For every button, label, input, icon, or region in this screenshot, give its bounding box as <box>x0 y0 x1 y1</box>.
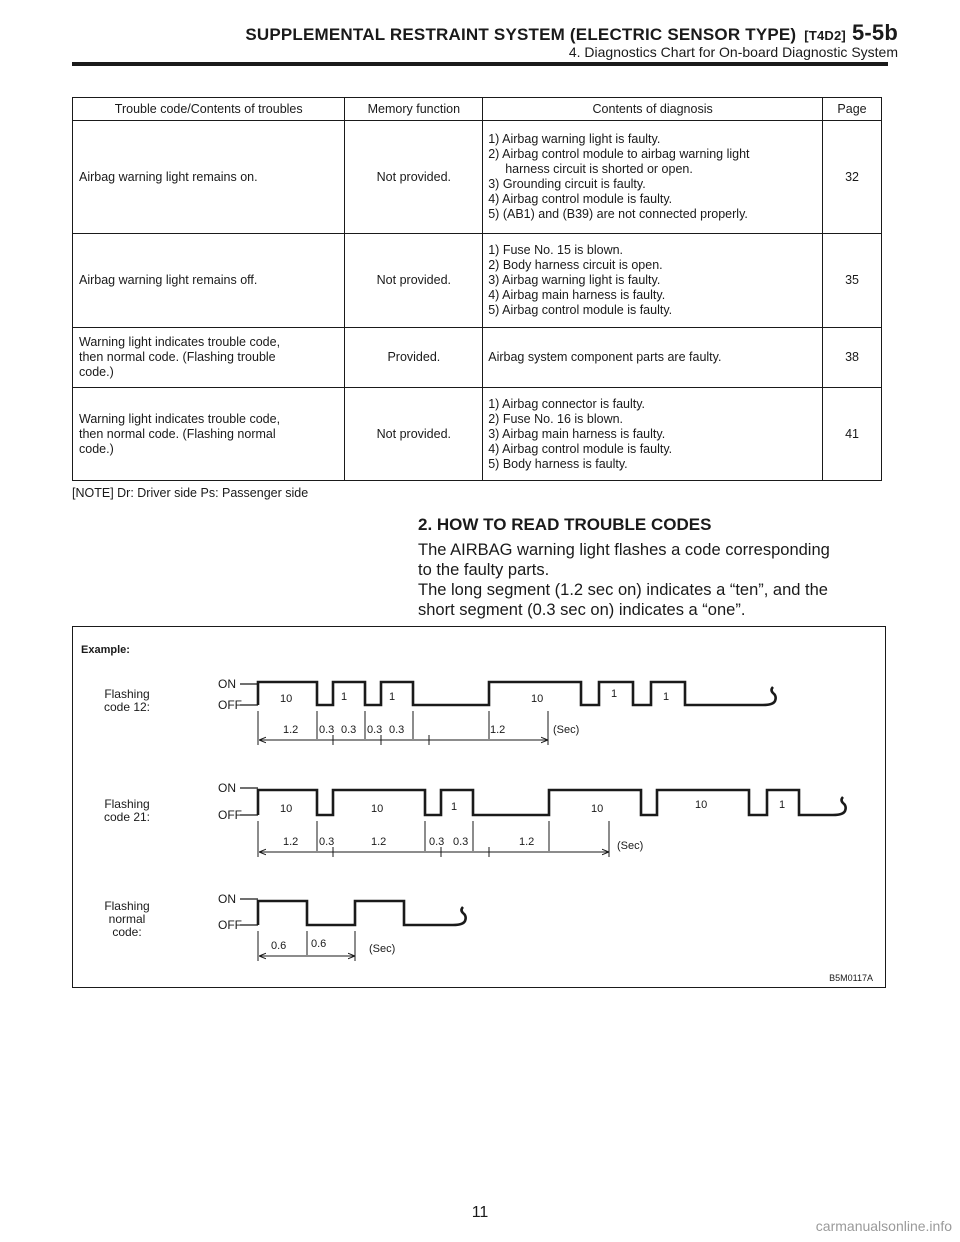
duration-label: 1.2 <box>283 724 299 736</box>
diagnosis-line: 1) Airbag connector is faulty. <box>488 396 646 411</box>
waveform-code-21 <box>104 781 846 857</box>
trouble-line: Warning light indicates trouble code, <box>79 335 281 349</box>
duration-label: 1.2 <box>371 836 387 848</box>
off-label: OFF <box>218 698 242 712</box>
diagnosis-line: 4) Airbag main harness is faulty. <box>488 288 666 302</box>
trouble-line: Warning light indicates trouble code, <box>79 411 281 426</box>
duration-label: 1.2 <box>283 836 299 848</box>
row-label: Flashing <box>104 797 150 811</box>
duration-label: 0.6 <box>311 938 327 950</box>
pulse-value: 10 <box>280 693 293 705</box>
trouble-line: code.) <box>79 441 114 456</box>
diagnosis-line: 4) Airbag control module is faulty. <box>488 441 673 456</box>
pulse-value: 10 <box>280 803 293 815</box>
duration-label: 1.2 <box>490 724 506 736</box>
row-label: code 21: <box>103 810 151 824</box>
pulse-value: 10 <box>591 803 604 815</box>
column-header: Trouble code/Contents of troubles <box>73 98 345 121</box>
diagnosis-line: 5) (AB1) and (B39) are not connected properly. <box>488 207 748 221</box>
memory-cell: Not provided. <box>345 234 483 328</box>
waveform-normal-code <box>104 892 465 961</box>
example-label: Example: <box>81 644 130 656</box>
diagnosis-line: harness circuit is shorted or open. <box>505 162 693 176</box>
trouble-line: code.) <box>79 365 114 379</box>
trouble-cell <box>73 328 345 388</box>
waveform-code-12 <box>104 677 776 745</box>
trouble-cell: Airbag warning light remains off. <box>73 234 345 328</box>
unit-label: (Sec) <box>617 840 644 852</box>
row-label: code: <box>112 925 142 939</box>
table-note: [NOTE] Dr: Driver side Ps: Passenger side <box>72 486 309 500</box>
trouble-cell <box>73 388 345 481</box>
table-row <box>73 328 882 388</box>
row-label: normal <box>108 912 146 926</box>
section-line: short segment (0.3 sec on) indicates a “one”. <box>418 601 746 619</box>
section-title: 2. HOW TO READ TROUBLE CODES <box>418 515 712 534</box>
row-label: Flashing <box>104 687 150 701</box>
duration-label: 0.3 <box>429 836 445 848</box>
memory-cell: Not provided. <box>345 121 483 234</box>
diagnosis-line: 4) Airbag control module is faulty. <box>488 192 673 206</box>
diagnosis-cell <box>483 121 823 234</box>
table-header-row <box>73 98 882 121</box>
diagnosis-line: 5) Body harness is faulty. <box>488 456 628 471</box>
diagnosis-line: 3) Airbag warning light is faulty. <box>488 273 661 287</box>
section-line: The AIRBAG warning light flashes a code corresponding <box>418 541 830 559</box>
diagnosis-line: 2) Airbag control module to airbag warning light <box>488 147 750 161</box>
diagnosis-line: 3) Airbag main harness is faulty. <box>488 426 666 441</box>
table-row <box>73 121 882 234</box>
memory-cell: Not provided. <box>345 388 483 481</box>
duration-label: 0.6 <box>271 940 287 952</box>
section-line: to the faulty parts. <box>418 561 550 579</box>
header-subtitle: 4. Diagnostics Chart for On-board Diagnostic System <box>568 44 898 60</box>
diagnosis-line: 2) Body harness circuit is open. <box>488 258 663 272</box>
on-label: ON <box>218 781 236 795</box>
column-header: Contents of diagnosis <box>483 98 823 121</box>
flash-code-diagram <box>73 627 885 987</box>
flash-code-figure <box>72 626 886 988</box>
pulse-value: 10 <box>531 693 544 705</box>
on-label: ON <box>218 892 236 906</box>
table-row <box>73 388 882 481</box>
diagnosis-line: 1) Fuse No. 15 is blown. <box>488 243 624 257</box>
trouble-line: then normal code. (Flashing trouble <box>79 350 276 364</box>
table-row <box>73 234 882 328</box>
pulse-value: 10 <box>695 799 708 811</box>
diagnostics-table <box>72 97 882 481</box>
figure-id: B5M0117A <box>829 973 873 983</box>
pulse-value: 1 <box>611 688 618 700</box>
pulse-value: 10 <box>371 803 384 815</box>
pulse-value: 1 <box>451 801 458 813</box>
row-label: code 12: <box>103 700 151 714</box>
section-line: The long segment (1.2 sec on) indicates a “ten”, and the <box>418 581 828 599</box>
pulse-value: 1 <box>389 691 396 703</box>
page-number: 11 <box>471 1204 489 1221</box>
header-rule <box>72 62 888 66</box>
pulse-value: 1 <box>779 799 786 811</box>
on-label: ON <box>218 677 236 691</box>
row-label: Flashing <box>104 899 150 913</box>
off-label: OFF <box>218 918 242 932</box>
unit-label: (Sec) <box>369 943 396 955</box>
header-code: [T4D2] <box>804 28 846 43</box>
pulse-signal <box>258 901 466 925</box>
page-cell: 38 <box>823 328 882 388</box>
duration-label: 0.3 <box>367 724 383 736</box>
duration-label: 0.3 <box>319 724 335 736</box>
duration-label: 0.3 <box>341 724 357 736</box>
diagnosis-line: Airbag system component parts are faulty. <box>488 350 722 364</box>
page-cell: 32 <box>823 121 882 234</box>
diagnosis-line: 1) Airbag warning light is faulty. <box>488 132 661 146</box>
off-label: OFF <box>218 808 242 822</box>
diagnosis-cell <box>483 388 823 481</box>
diagnosis-line: 2) Fuse No. 16 is blown. <box>488 411 624 426</box>
pulse-value: 1 <box>341 691 348 703</box>
duration-label: 0.3 <box>453 836 469 848</box>
duration-label: 0.3 <box>319 836 335 848</box>
pulse-signal <box>258 682 776 705</box>
header-title-text: SUPPLEMENTAL RESTRAINT SYSTEM (ELECTRIC SENSOR TYPE) <box>245 25 797 44</box>
column-header: Memory function <box>345 98 483 121</box>
page-cell: 35 <box>823 234 882 328</box>
diagnosis-cell <box>483 328 823 388</box>
watermark: carmanualsonline.info <box>815 1218 952 1234</box>
pulse-value: 1 <box>663 691 670 703</box>
trouble-line: then normal code. (Flashing normal <box>79 426 276 441</box>
unit-label: (Sec) <box>553 724 580 736</box>
column-header: Page <box>823 98 882 121</box>
page-cell: 41 <box>823 388 882 481</box>
header-page-id: 5-5b <box>851 20 898 45</box>
diagnosis-cell <box>483 234 823 328</box>
trouble-cell: Airbag warning light remains on. <box>73 121 345 234</box>
section-body <box>418 540 888 620</box>
pulse-signal <box>258 790 846 815</box>
duration-label: 1.2 <box>519 836 535 848</box>
memory-cell: Provided. <box>345 328 483 388</box>
diagnosis-line: 3) Grounding circuit is faulty. <box>488 177 646 191</box>
diagnosis-line: 5) Airbag control module is faulty. <box>488 303 673 317</box>
duration-label: 0.3 <box>389 724 405 736</box>
header-title <box>245 20 898 46</box>
